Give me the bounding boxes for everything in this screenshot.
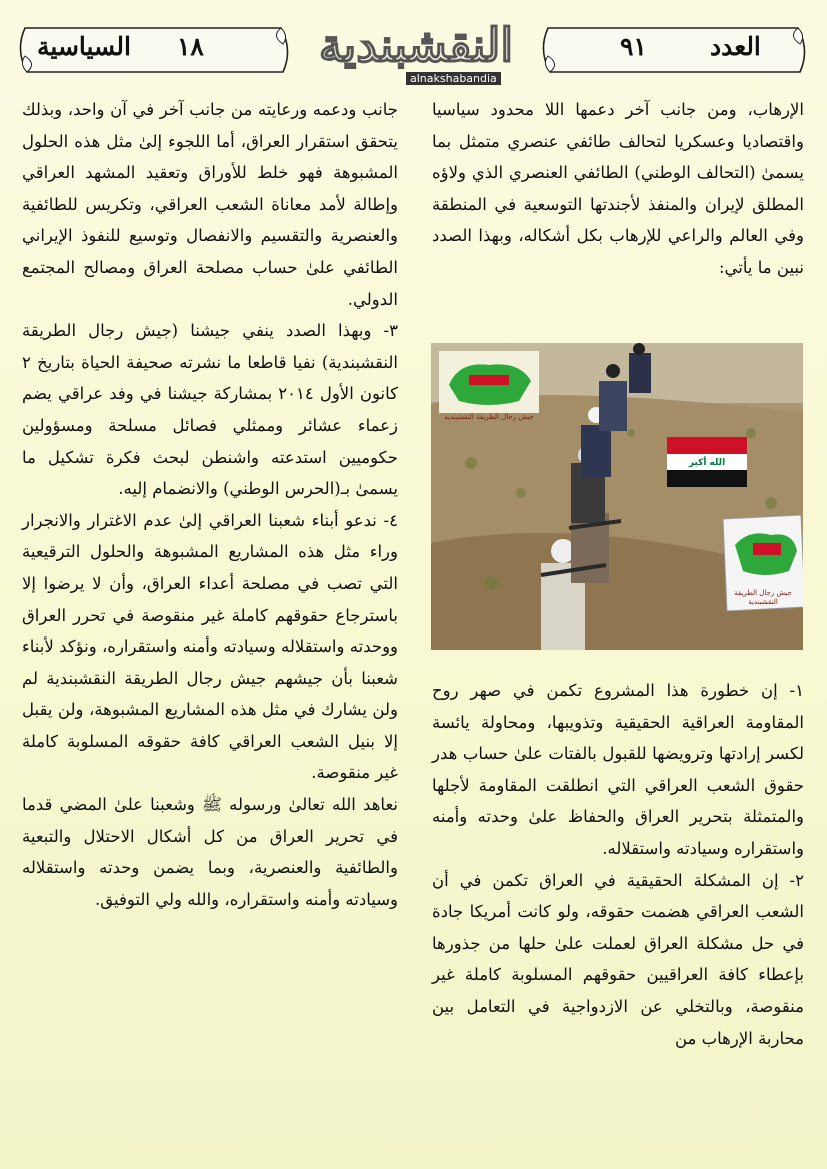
article-paragraph: ٢- إن المشكلة الحقيقية في العراق تكمن في أن الشعب العراقي هضمت حقوقه، ولو كانت أمريكا جادة في حل مشكلة العراق لعملت علىٰ حلها من جذورها بإعطاء كافة العراقيين حقوقهم المسلوبة كاملة غير منقوصة، وبالتخلي عن الازدواجية في التعامل بين محاربة الإرهاب من [432,870,804,1048]
issue-banner [538,20,810,80]
logo-text: النقشبندية [318,18,514,72]
flag-inscription: الله أكبر [688,458,726,468]
article-paragraph: الإرهاب، ومن جانب آخر دعمها اللا محدود سياسيا واقتصاديا وعسكريا لتحالف طائفي عنصري متمثل بما يسمىٰ (التحالف الوطني) الطائفي العنصري الذي ولاؤه المطلق لإيران والمنفذ لأجندتها التوسعية في المنطقة وفي العالم والراعي للإرهاب بكل أشكاله، وبهذا الصدد نبين ما يأتي: [432,100,804,277]
issue-label: العدد [710,32,761,61]
article-photo [431,343,803,650]
section-name: السياسية [37,32,131,61]
logo-latin-text: alnakshabandia [406,72,501,85]
article-right-column-bottom [432,675,804,1054]
page-banner [15,20,293,80]
article-paragraph: ١- إن خطورة هذا المشروع تكمن في صهر روح المقاومة العراقية الحقيقية وتذويبها، ومحاولة يائسة لكسر إرادتها وترويضها للقبول بالفتات علىٰ حساب هدر حقوق الشعب العراقي التي انطلقت المقاومة لأجلها والمتمثلة بتحرير العراق والحفاظ علىٰ وحدته وأمنه واستقراره وسيادته واستقلاله. [432,681,804,858]
banner-caption: جيش رجال الطريقة النقشبندية [734,589,792,606]
masthead-logo [298,14,534,86]
article-paragraph: نعاهد الله تعالىٰ ورسوله ﷺ وشعبنا علىٰ المضي قدما في تحرير العراق من كل أشكال الاحتلال والتبعية والطائفية والعنصرية، وبما يضمن وحدته واستقلاله وسيادته وأمنه واستقراره، والله ولي التوفيق. [22,795,398,909]
article-paragraph: ٣- وبهذا الصدد ينفي جيشنا (جيش رجال الطريقة النقشبندية) نفيا قاطعا ما نشرته صحيفة الحياة بتاريخ ٢ كانون الأول ٢٠١٤ بمشاركة جيشنا في وفد عراقي يضم زعماء عشائر وممثلي فصائل مسلحة ومسؤولين حكوميين استدعته واشنطن لبحث فكرة تشكيل ما يسمىٰ بـ(الحرس الوطني) والانضمام إليه. [22,321,399,499]
article-paragraph: ٤- ندعو أبناء شعبنا العراقي إلىٰ عدم الاغترار والانجرار وراء مثل هذه المشاريع المشبوهة والحلول الترقيعية التي تصب في مصلحة أعداء العراق، وأن لا يرضوا إلا باسترجاع حقوقهم كاملة غير منقوصة في تحرر العراق ووحدته واستقلاله وسيادته وأمنه واستقراره، ونؤكد لأبناء شعبنا بأن جيشهم جيش رجال الطريقة النقشبندية لم ولن يشارك في مثل هذه المشاريع المشبوهة، ولن يقبل إلا بنيل الشعب العراقي كافة حقوقه المسلوبة كاملة غير منقوصة. [22,510,398,783]
article-right-column-top [432,94,804,284]
page-number: ١٨ [177,32,204,61]
article-paragraph: جانب ودعمه ورعايته من جانب آخر في آن واحد، وبذلك يتحقق استقرار العراق، أما اللجوء إلىٰ مثل هذه الحلول المشبوهة فهو خلط للأوراق وتعقيد المشهد العراقي وإطالة لأمد معاناة الشعب العراقي، وتكريس للطائفية والعنصرية والتقسيم والانفصال وتوسيع للنفوذ الإيراني الطائفي علىٰ حساب مصلحة العراق ومصالح المجتمع الدولي. [22,100,398,309]
scroll-banner-shape [538,20,810,80]
emblem-caption: جيش رجال الطريقة النقشبندية [444,413,534,421]
army-emblem-icon [439,351,539,413]
article-left-column [22,94,398,915]
issue-number: ٩١ [620,32,647,61]
